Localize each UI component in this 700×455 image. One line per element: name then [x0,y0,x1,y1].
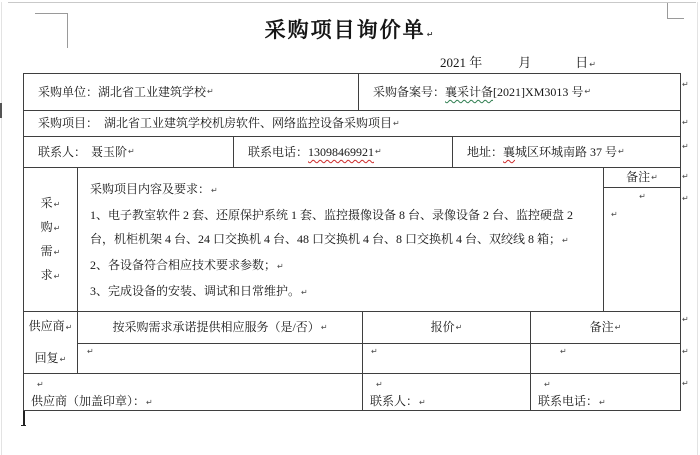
demand-item: 1、电子教室软件 2 套、还原保护系统 1 套、监控摄像设备 8 台、录像设备 2 台、监控硬盘 2 台，机柜机架 4 台、24 口交换机 4 台、48 口交换机 4 台、8 口交换机 4 台、双绞线 8 箱；↵ [90,208,574,246]
paragraph-mark-icon: ↵ [419,398,426,407]
project-name-label: 采购项目： [38,116,99,131]
supplier-seal-cell[interactable] [23,373,363,411]
project-name-value: 湖北省工业建筑学校机房软件、网络监控设备采购项目 [104,116,393,131]
demand-side-char: 采 [40,195,53,210]
paragraph-mark-icon: ↵ [371,347,378,356]
paragraph-mark-icon: ↵ [544,380,551,389]
demand-heading: 采购项目内容及要求：↵ [90,182,218,196]
date-month-label: 月 [518,55,532,70]
demand-item: 3、完成设备的安装、调试和日常维护。↵ [90,284,308,298]
end-of-row-mark-icon: ↵ [682,118,689,127]
page-edge-mark [0,103,2,118]
supplier-note-value-cell[interactable] [530,343,681,374]
supplier-note-header-cell[interactable] [530,311,681,344]
end-of-row-mark-icon: ↵ [682,142,689,151]
paragraph-mark-icon: ↵ [584,87,592,97]
purchase-unit-label: 采购单位： [38,84,99,99]
paragraph-mark-icon: ↵ [87,347,94,356]
paragraph-mark-icon: ↵ [562,236,569,245]
paragraph-mark-icon: ↵ [614,322,622,332]
demand-note-header: 备注 [626,170,651,185]
demand-side-label-cell[interactable] [23,167,78,312]
supplier-reply-side-label: 供应商↵ 回复↵ [28,318,73,365]
purchase-unit-cell[interactable] [23,73,359,111]
address-label: 地址： [467,144,504,159]
paragraph-mark-icon: ↵ [393,118,400,128]
contact-person-value: 聂玉阶 [91,144,128,159]
record-number-label: 采购备案号： [373,84,446,99]
footer-phone-cell[interactable] [530,373,681,411]
page-right-border [697,2,698,455]
demand-note-header-cell[interactable] [603,167,681,188]
paragraph-mark-icon: ↵ [455,322,463,332]
paragraph-mark-icon: ↵ [301,288,308,297]
paragraph-mark-icon: ↵ [589,60,596,69]
address-rest: 城区环城南路 37 号 [515,144,618,159]
paragraph-mark-icon: ↵ [560,347,567,356]
paragraph-mark-icon: ↵ [53,223,61,233]
end-of-row-mark-icon: ↵ [682,80,689,89]
record-number-flagged-text: 襄采计备 [445,84,494,99]
paragraph-mark-icon: ↵ [375,147,382,157]
paragraph-mark-icon: ↵ [53,247,61,257]
project-name-cell[interactable] [23,110,681,137]
end-of-row-mark-icon: ↵ [682,194,689,203]
page-top-border [8,2,696,3]
paragraph-mark-icon: ↵ [599,398,606,407]
date-year: 2021 [440,55,466,70]
end-of-row-mark-icon: ↵ [682,347,689,356]
page-left-border [1,2,2,455]
paragraph-mark-icon: ↵ [146,398,153,407]
address-flagged-text: 襄 [503,144,516,159]
supplier-note-header: 备注 [589,320,614,335]
paragraph-mark-icon: ↵ [53,271,61,281]
end-of-row-mark-icon: ↵ [682,315,689,324]
end-of-row-mark-icon: ↵ [682,379,689,388]
promise-header-cell[interactable] [77,311,363,344]
paragraph-mark-icon: ↵ [376,380,383,389]
paragraph-mark-icon: ↵ [37,380,44,389]
quote-header-cell[interactable] [362,311,531,344]
demand-item: 2、各设备符合相应技术要求参数；↵ [90,258,284,272]
paragraph-mark-icon: ↵ [618,147,625,157]
footer-contact-cell[interactable] [362,373,531,411]
footer-phone-label: 联系电话：↵ [538,394,606,408]
date-line[interactable] [440,52,660,71]
date-day-label: 日 [575,55,589,70]
paragraph-mark-icon: ↵ [639,192,646,201]
footer-contact-label: 联系人：↵ [370,394,426,408]
text-cursor [23,411,25,426]
contact-phone-value: 13098469921 [308,144,375,159]
address-cell[interactable] [452,136,681,168]
demand-content-cell[interactable] [77,167,604,312]
paragraph-mark-icon: ↵ [320,322,328,332]
page-title-text: 采购项目询价单 [264,18,426,42]
quote-header: 报价 [430,320,455,335]
demand-side-char: 购 [40,219,53,234]
end-of-row-mark-icon: ↵ [682,172,689,181]
paragraph-mark-icon: ↵ [207,87,214,97]
paragraph-mark-icon: ↵ [211,186,218,195]
demand-side-label [41,192,61,288]
paragraph-mark-icon: ↵ [277,262,284,271]
page-title [0,14,700,44]
demand-note-body-cell[interactable] [603,187,681,312]
contact-phone-cell[interactable] [233,136,453,168]
paragraph-mark-icon: ↵ [128,147,135,157]
record-number-rest: [2021]XM3013 号 [493,84,584,99]
contact-person-cell[interactable] [23,136,234,168]
paragraph-mark-icon: ↵ [611,209,618,219]
paragraph-mark-icon: ↵ [53,199,61,209]
demand-side-char: 需 [40,243,53,258]
paragraph-mark-icon: ↵ [651,172,658,182]
promise-answer-cell[interactable] [77,343,363,374]
record-number-cell[interactable] [358,73,681,111]
supplier-reply-side-label-cell[interactable] [23,311,78,374]
contact-person-label: 联系人： [38,144,87,159]
quote-value-cell[interactable] [362,343,531,374]
promise-header: 按采购需求承诺提供相应服务（是/否） [112,320,320,335]
date-year-label: 年 [469,55,483,70]
paragraph-mark-icon: ↵ [59,354,67,364]
paragraph-mark-icon: ↵ [426,30,436,39]
paragraph-mark-icon: ↵ [65,322,73,332]
demand-side-char: 求 [40,267,53,282]
purchase-unit-value: 湖北省工业建筑学校 [98,84,207,99]
supplier-seal-label: 供应商（加盖印章）：↵ [31,394,153,408]
contact-phone-label: 联系电话： [248,144,309,159]
